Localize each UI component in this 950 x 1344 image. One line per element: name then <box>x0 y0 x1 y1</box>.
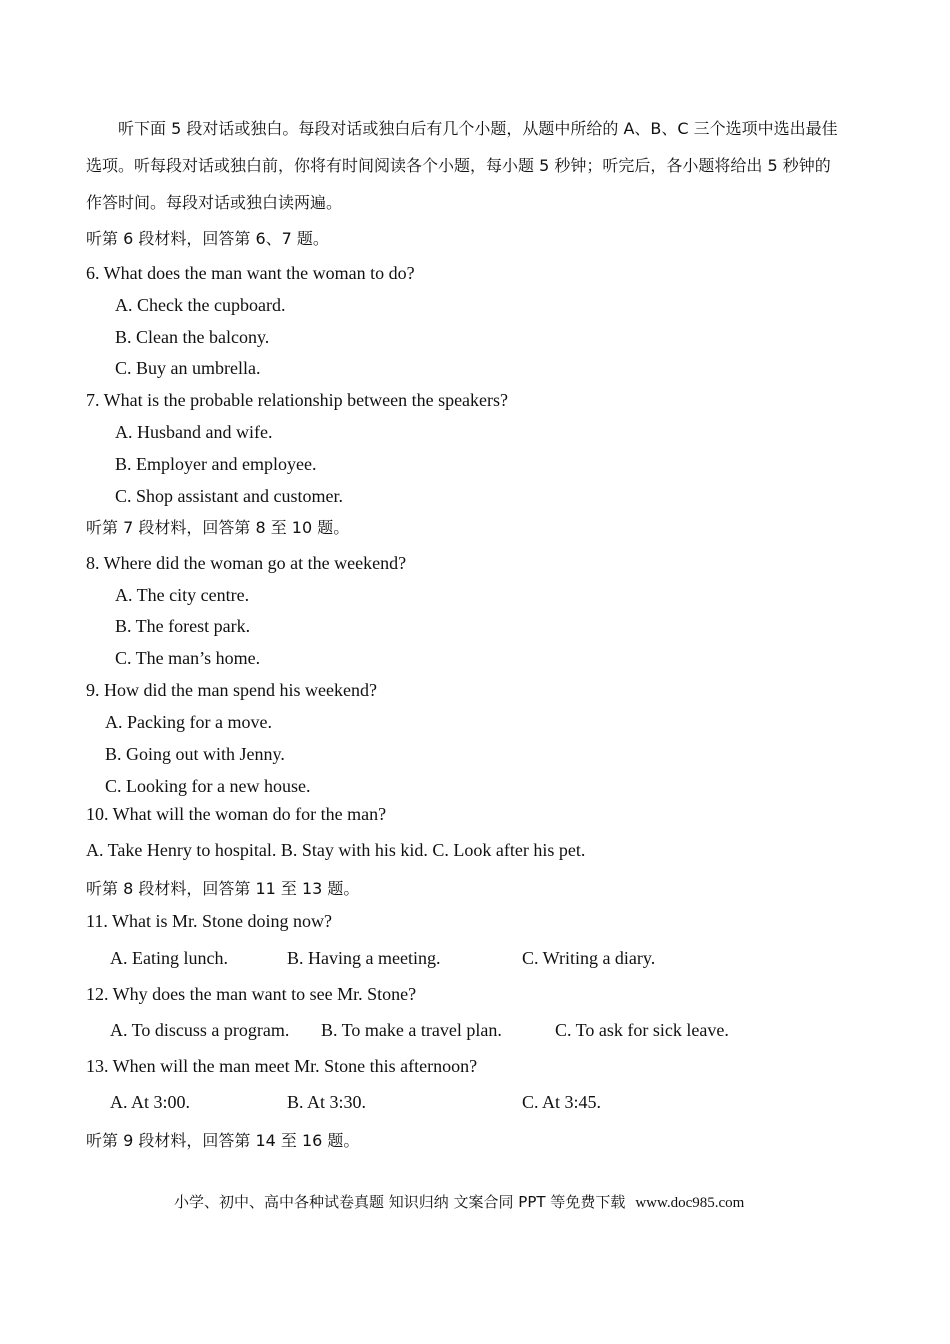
question-11-stem: 11. What is Mr. Stone doing now? <box>86 911 332 931</box>
question-8-option-c: C. The man’s home. <box>115 648 261 668</box>
question-10-stem: 10. What will the woman do for the man? <box>86 804 387 824</box>
question-13-option-c: C. At 3:45. <box>522 1092 602 1112</box>
question-8-option-b: B. The forest park. <box>115 616 251 636</box>
question-11-option-a: A. Eating lunch. <box>110 948 228 968</box>
question-9-option-a: A. Packing for a move. <box>105 712 272 732</box>
question-8-option-a: A. The city centre. <box>115 585 250 605</box>
section-heading-9: 听第 9 段材料，回答第 14 至 16 题。 <box>86 1131 360 1150</box>
question-10-options: A. Take Henry to hospital. B. Stay with his kid. C. Look after his pet. <box>86 840 586 860</box>
footer-text: 小学、初中、高中各种试卷真题 知识归纳 文案合同 PPT 等免费下载 <box>174 1193 626 1211</box>
question-9-stem: 9. How did the man spend his weekend? <box>86 680 377 700</box>
question-12-option-a: A. To discuss a program. <box>110 1020 290 1040</box>
question-9-option-b: B. Going out with Jenny. <box>105 744 285 764</box>
question-11-option-c: C. Writing a diary. <box>522 948 656 968</box>
question-7-option-a: A. Husband and wife. <box>115 422 273 442</box>
question-13-option-b: B. At 3:30. <box>287 1092 367 1112</box>
question-13-option-a: A. At 3:00. <box>110 1092 191 1112</box>
question-6-option-c: C. Buy an umbrella. <box>115 358 261 378</box>
question-13-stem: 13. When will the man meet Mr. Stone this afternoon? <box>86 1056 478 1076</box>
question-8-stem: 8. Where did the woman go at the weekend? <box>86 553 407 573</box>
question-12-option-b: B. To make a travel plan. <box>321 1020 502 1040</box>
footer-url[interactable]: www.doc985.com <box>635 1195 745 1211</box>
question-12-option-c: C. To ask for sick leave. <box>555 1020 729 1040</box>
question-9-option-c: C. Looking for a new house. <box>105 776 311 796</box>
section-heading-8: 听第 8 段材料，回答第 11 至 13 题。 <box>86 879 360 898</box>
question-7-option-c: C. Shop assistant and customer. <box>115 486 343 506</box>
intro-line-3: 作答时间。每段对话或独白读两遍。 <box>86 193 343 212</box>
question-7-stem: 7. What is the probable relationship between the speakers? <box>86 390 509 410</box>
intro-line-1: 听下面 5 段对话或独白。每段对话或独白后有几个小题，从题中所给的 A、B、C 三个选项中选出最佳 <box>118 119 838 138</box>
section-heading-7: 听第 7 段材料，回答第 8 至 10 题。 <box>86 518 350 537</box>
question-6-stem: 6. What does the man want the woman to do? <box>86 263 415 283</box>
question-6-option-a: A. Check the cupboard. <box>115 295 286 315</box>
question-11-option-b: B. Having a meeting. <box>287 948 441 968</box>
section-heading-6: 听第 6 段材料，回答第 6、7 题。 <box>86 229 329 248</box>
question-12-stem: 12. Why does the man want to see Mr. Stone? <box>86 984 417 1004</box>
question-7-option-b: B. Employer and employee. <box>115 454 317 474</box>
question-6-option-b: B. Clean the balcony. <box>115 327 270 347</box>
page-footer <box>174 1191 744 1212</box>
intro-line-2: 选项。听每段对话或独白前，你将有时间阅读各个小题，每小题 5 秒钟；听完后，各小题将给出 5 秒钟的 <box>86 156 831 175</box>
